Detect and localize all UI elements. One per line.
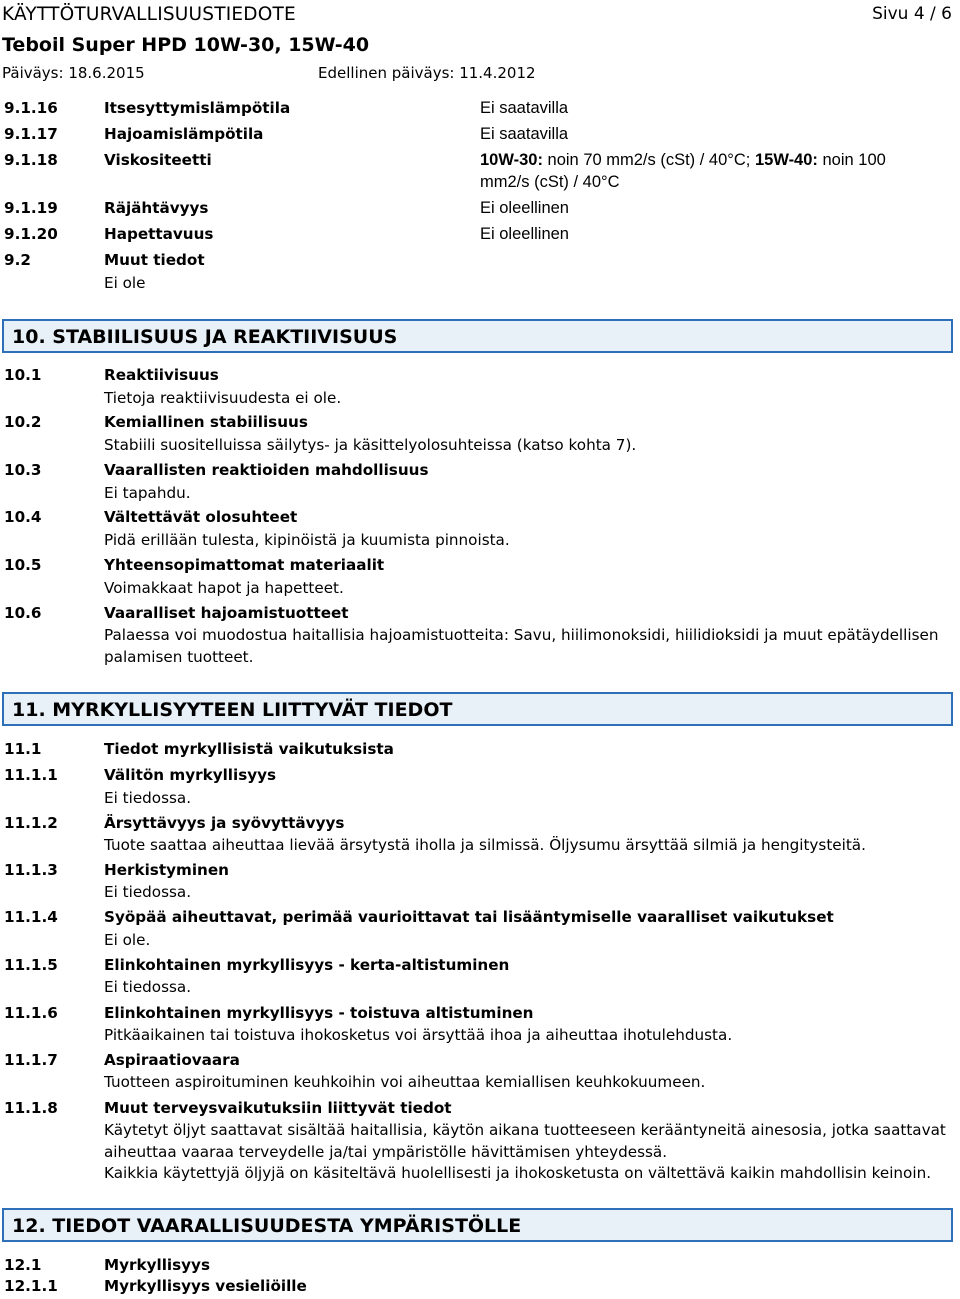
item-text-continued: aiheuttaa vaaraa terveydelle ja/tai ympäristölle hävittämisen yhteydessä. — [104, 1143, 668, 1161]
subsection-row — [0, 908, 960, 930]
item-text: Voimakkaat hapot ja hapetteet. — [104, 579, 344, 597]
subsection-row — [0, 956, 960, 978]
item-text: Ei tiedossa. — [104, 789, 192, 807]
grade-value: noin 100 — [817, 151, 886, 169]
item-label: Elinkohtainen myrkyllisyys - toistuva altistuminen — [104, 1004, 534, 1022]
subsection-row — [0, 604, 960, 626]
item-label: Tiedot myrkyllisistä vaikutuksista — [104, 740, 394, 758]
section-title: 12. TIEDOT VAARALLISUUDESTA YMPÄRISTÖLLE — [12, 1215, 522, 1237]
subsection-row — [0, 413, 960, 435]
item-label: Muut tiedot — [104, 251, 205, 269]
page-number: Sivu 4 / 6 — [872, 4, 952, 24]
item-label: Muut terveysvaikutuksiin liittyvät tiedot — [104, 1099, 452, 1117]
item-text: Ei ole — [104, 274, 146, 292]
section-heading-12 — [2, 1208, 953, 1242]
item-label: Myrkyllisyys — [104, 1256, 211, 1274]
item-text: Pitkäaikainen tai toistuva ihokosketus voi ärsyttää ihoa ja aiheuttaa ihotulehdusta. — [104, 1026, 733, 1044]
item-text: Ei tiedossa. — [104, 978, 192, 996]
item-label: Välitön myrkyllisyys — [104, 766, 277, 784]
subsection-row — [0, 461, 960, 483]
product-name: Teboil Super HPD 10W-30, 15W-40 — [2, 34, 370, 56]
item-text: Käytetyt öljyt saattavat sisältää haitallisia, käytön aikana tuotteeseen kerääntyneitä ainesosia, jotka saattavat — [104, 1121, 946, 1139]
subsection-row — [0, 1004, 960, 1026]
item-number: 12.1.1 — [4, 1277, 58, 1295]
item-label: Elinkohtainen myrkyllisyys - kerta-altistuminen — [104, 956, 510, 974]
item-number: 11.1.6 — [4, 1004, 58, 1022]
item-text: Pidä erillään tulesta, kipinöistä ja kuumista pinnoista. — [104, 531, 510, 549]
item-number: 9.2 — [4, 251, 31, 269]
item-label: Herkistyminen — [104, 861, 229, 879]
item-text: Ei tiedossa. — [104, 883, 192, 901]
grade-value: noin 70 mm2/s (cSt) / 40°C; — [542, 151, 755, 169]
section-heading-11 — [2, 692, 953, 726]
item-number: 11.1.4 — [4, 908, 58, 926]
document-date: Päiväys: 18.6.2015 — [2, 64, 145, 82]
item-label: Vältettävät olosuhteet — [104, 508, 298, 526]
subsection-row — [0, 766, 960, 788]
subsection-row — [0, 1277, 960, 1299]
item-text: Tuotteen aspiroituminen keuhkoihin voi aiheuttaa kemiallisen keuhkokuumeen. — [104, 1073, 706, 1091]
item-number: 11.1.2 — [4, 814, 58, 832]
item-number: 10.2 — [4, 413, 42, 431]
item-label: Viskositeetti — [104, 151, 212, 169]
item-label: Myrkyllisyys vesieliöille — [104, 1277, 307, 1295]
item-label: Itsesyttymislämpötila — [104, 99, 291, 117]
item-number: 11.1.7 — [4, 1051, 58, 1069]
item-label: Syöpää aiheuttavat, perimää vaurioittavat tai lisääntymiselle vaaralliset vaikutukset — [104, 908, 834, 926]
item-value: Ei oleellinen — [480, 199, 569, 217]
item-text: Tietoja reaktiivisuudesta ei ole. — [104, 389, 342, 407]
item-number: 10.6 — [4, 604, 42, 622]
item-number: 11.1.8 — [4, 1099, 58, 1117]
item-label: Yhteensopimattomat materiaalit — [104, 556, 385, 574]
subsection-row — [0, 861, 960, 883]
item-number: 10.4 — [4, 508, 42, 526]
subsection-row — [0, 556, 960, 578]
item-value: Ei saatavilla — [480, 99, 569, 117]
item-number: 11.1.1 — [4, 766, 58, 784]
document-title: KÄYTTÖTURVALLISUUSTIEDOTE — [2, 4, 296, 25]
item-number: 11.1 — [4, 740, 42, 758]
section-title: 10. STABIILISUUS JA REAKTIIVISUUS — [12, 326, 398, 348]
item-number: 12.1 — [4, 1256, 42, 1274]
item-number: 9.1.19 — [4, 199, 58, 217]
item-number: 9.1.18 — [4, 151, 58, 169]
subsection-row — [0, 366, 960, 388]
item-label: Hajoamislämpötila — [104, 125, 264, 143]
item-text: Palaessa voi muodostua haitallisia hajoamistuotteita: Savu, hiilimonoksidi, hiilidioksidi ja muut epätäydellisen — [104, 626, 939, 644]
property-row — [0, 199, 960, 221]
item-label: Ärsyttävyys ja syövyttävyys — [104, 814, 345, 832]
section-title: 11. MYRKYLLISYYTEEN LIITTYVÄT TIEDOT — [12, 699, 453, 721]
item-text: Ei ole. — [104, 931, 151, 949]
item-number: 11.1.3 — [4, 861, 58, 879]
property-row — [0, 99, 960, 121]
item-number: 9.1.20 — [4, 225, 58, 243]
item-text-continued: palamisen tuotteet. — [104, 648, 254, 666]
item-number: 10.1 — [4, 366, 42, 384]
previous-date: Edellinen päiväys: 11.4.2012 — [318, 64, 536, 82]
item-label: Reaktiivisuus — [104, 366, 219, 384]
item-text: Stabiili suositelluissa säilytys- ja käsittelyolosuhteissa (katso kohta 7). — [104, 436, 637, 454]
item-value-continued: mm2/s (cSt) / 40°C — [480, 173, 620, 191]
item-text: Ei tapahdu. — [104, 484, 191, 502]
item-label: Vaaralliset hajoamistuotteet — [104, 604, 349, 622]
subsection-row — [0, 740, 960, 762]
subsection-row — [0, 1099, 960, 1121]
property-row — [0, 151, 960, 197]
item-number: 9.1.17 — [4, 125, 58, 143]
item-label: Kemiallinen stabiilisuus — [104, 413, 308, 431]
item-label: Aspiraatiovaara — [104, 1051, 240, 1069]
item-number: 10.3 — [4, 461, 42, 479]
grade-label: 15W-40: — [754, 151, 818, 169]
grade-label: 10W-30: — [480, 151, 543, 169]
item-label: Hapettavuus — [104, 225, 214, 243]
property-row — [0, 125, 960, 147]
subsection-row — [0, 508, 960, 530]
item-value: Ei saatavilla — [480, 125, 569, 143]
item-number: 11.1.5 — [4, 956, 58, 974]
section-heading-10 — [2, 319, 953, 353]
item-label: Vaarallisten reaktioiden mahdollisuus — [104, 461, 429, 479]
property-row — [0, 225, 960, 247]
item-text: Tuote saattaa aiheuttaa lievää ärsytystä iholla ja silmissä. Öljysumu ärsyttää silmiä ja hengitysteitä. — [104, 836, 866, 854]
item-text-continued: Kaikkia käytettyjä öljyjä on käsiteltävä huolellisesti ja ihokosketusta on vältettävä kaikin mahdollisin keinoin. — [104, 1164, 932, 1182]
subsection-row — [0, 1051, 960, 1073]
item-number: 10.5 — [4, 556, 42, 574]
subsection-row — [0, 814, 960, 836]
subsection-row — [0, 1256, 960, 1278]
property-row — [0, 251, 960, 273]
item-value: Ei oleellinen — [480, 225, 569, 243]
item-number: 9.1.16 — [4, 99, 58, 117]
item-value — [480, 151, 886, 170]
item-label: Räjähtävyys — [104, 199, 209, 217]
